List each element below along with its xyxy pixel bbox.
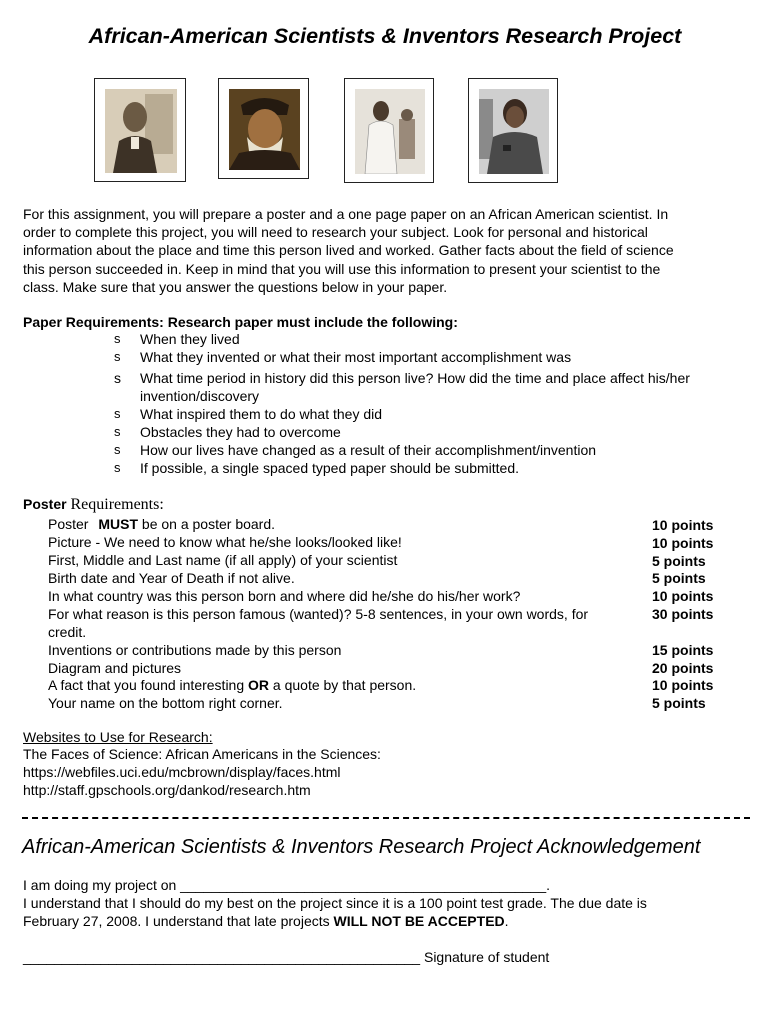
paper-requirements-heading: Paper Requirements: Research paper must include the following:	[23, 314, 458, 330]
scientist-portrait-3	[344, 78, 434, 183]
websites-heading: Websites to Use for Research:	[23, 729, 213, 745]
poster-row	[48, 516, 275, 532]
project-name-line: I am doing my project on _______________________________________________.	[23, 877, 551, 893]
bullet-symbol: s	[114, 349, 121, 364]
bullet-symbol: s	[114, 406, 121, 421]
poster-heading-bold: Poster	[23, 496, 67, 512]
bullet-symbol: s	[114, 331, 121, 346]
poster-row-text: A fact that you found interesting	[48, 677, 245, 693]
scientist-portrait-1	[94, 78, 186, 182]
poster-row: Your name on the bottom right corner.	[48, 695, 283, 711]
poster-row-emphasis: OR	[248, 677, 270, 693]
poster-heading-rest: Requirements:	[70, 496, 164, 513]
bullet-symbol: s	[114, 424, 121, 439]
poster-row: Inventions or contributions made by this person	[48, 642, 342, 658]
poster-row: Picture - We need to know what he/she looks/looked like!	[48, 534, 402, 550]
points-value: 10 points	[652, 517, 714, 533]
points-value: 30 points	[652, 606, 714, 622]
intro-line: For this assignment, you will prepare a poster and a one page paper on an African American scientist. In	[23, 206, 669, 222]
poster-row-continued: credit.	[48, 624, 87, 640]
points-value: 5 points	[652, 570, 706, 586]
signature-line	[23, 949, 549, 965]
acknowledgement-text	[23, 913, 509, 929]
poster-row-text: a quote by that person.	[272, 677, 417, 693]
paper-item: How our lives have changed as a result of their accomplishment/invention	[140, 442, 597, 458]
paper-item-continued: invention/discovery	[140, 388, 260, 404]
website-url-link[interactable]: https://webfiles.uci.edu/mcbrown/display/faces.html	[23, 764, 341, 780]
paper-item: When they lived	[140, 331, 240, 347]
poster-row: Birth date and Year of Death if not alive.	[48, 570, 295, 586]
poster-row-text: Poster	[48, 516, 89, 532]
paper-item: If possible, a single spaced typed paper should be submitted.	[140, 460, 520, 476]
points-value: 5 points	[652, 695, 706, 711]
points-value: 10 points	[652, 677, 714, 693]
intro-line: information about the place and time this person lived and worked. Gather facts about the field of science	[23, 242, 674, 259]
poster-row: Diagram and pictures	[48, 660, 182, 676]
bullet-symbol: s	[114, 442, 121, 457]
intro-line: class. Make sure that you answer the questions below in your paper.	[23, 278, 448, 295]
poster-row-text: be on a poster board.	[141, 516, 276, 532]
acknowledgement-text: I understand that I should do my best on the project since it is a 100 point test grade. The due date is	[23, 895, 647, 911]
points-value: 15 points	[652, 642, 714, 658]
website-source-title: The Faces of Science: African Americans in the Sciences:	[23, 746, 381, 762]
acknowledgement-text-part: February 27, 2008. I understand that late projects	[23, 913, 330, 929]
acknowledgement-title: African-American Scientists & Inventors Research Project Acknowledgement	[22, 836, 701, 858]
paper-item: What they invented or what their most important accomplishment was	[140, 349, 572, 365]
paper-item: What time period in history did this person live? How did the time and place affect his/her	[140, 370, 690, 386]
poster-row: First, Middle and Last name (if all apply) of your scientist	[48, 552, 398, 568]
bullet-symbol: s	[114, 460, 121, 475]
scientist-portrait-2	[218, 78, 309, 179]
acknowledgement-text-part: .	[504, 913, 509, 929]
points-value: 5 points	[652, 553, 706, 569]
signature-label: Signature of student	[423, 949, 550, 965]
website-url-link[interactable]: http://staff.gpschools.org/dankod/research.htm	[23, 782, 311, 798]
points-value: 10 points	[652, 588, 714, 604]
signature-blank[interactable]: ___________________________________________________	[23, 949, 421, 965]
poster-row: For what reason is this person famous (wanted)? 5-8 sentences, in your own words, for	[48, 606, 589, 622]
intro-line: this person succeeded in. Keep in mind that you will use this information to present your scientist to the	[23, 260, 661, 277]
points-value: 20 points	[652, 660, 714, 676]
paper-item: Obstacles they had to overcome	[140, 424, 341, 440]
acknowledgement-emphasis: WILL NOT BE ACCEPTED	[333, 913, 505, 929]
poster-requirements-heading	[23, 496, 164, 514]
cut-line-divider	[22, 817, 750, 819]
bullet-symbol: s	[114, 370, 121, 386]
poster-row-emphasis: MUST	[98, 516, 139, 532]
poster-row	[48, 677, 416, 693]
paper-item: What inspired them to do what they did	[140, 406, 383, 422]
intro-paragraph	[23, 205, 738, 296]
poster-row: In what country was this person born and where did he/she do his/her work?	[48, 588, 521, 604]
points-value: 10 points	[652, 535, 714, 551]
intro-line: order to complete this project, you will need to research your subject. Look for personal and historical	[23, 224, 648, 241]
page-title: African-American Scientists & Inventors Research Project	[88, 24, 682, 48]
scientist-portrait-4	[468, 78, 558, 183]
